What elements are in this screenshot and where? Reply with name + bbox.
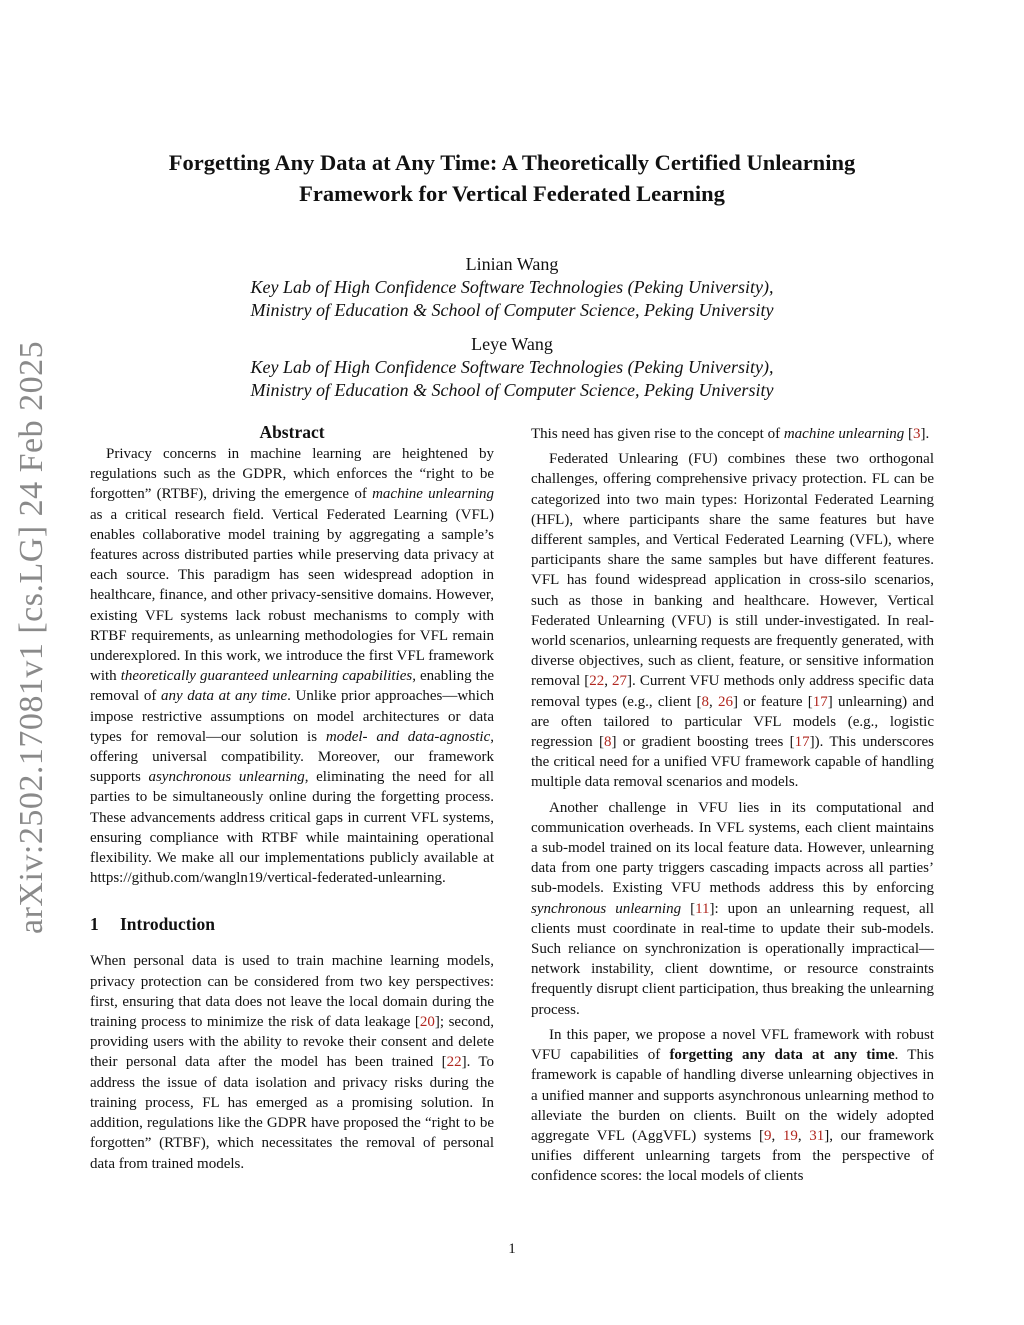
- citation-link[interactable]: 8: [701, 693, 709, 710]
- citation-link[interactable]: 9: [763, 1127, 772, 1144]
- paper-title: [100, 147, 924, 209]
- author-affiliation-line-1: Key Lab of High Confidence Software Technologies (Peking University),: [250, 277, 774, 297]
- citation-link[interactable]: 3: [913, 426, 921, 442]
- intro-paragraph: When personal data is used to train machine learning models, privacy protection can be considered from two key perspectives: first, ensuring that data does not leave the local domain during the training process to minimize the risk of data leakage [20]; second, providing users with the ability to revoke their consent and delete their personal data after the model has been trained [22]. To address the issue of data isolation and privacy risks during the training process, FL has emerged as a promising solution. In addition, regulations like the GDPR have proposed the “right to be forgotten” (RTBF), which necessitates the removal of personal data from trained models.: [90, 953, 495, 1172]
- page-number: 1: [508, 1241, 516, 1257]
- author-block-2: [150, 333, 874, 402]
- citation-link[interactable]: 11: [695, 900, 710, 917]
- citation-link[interactable]: 27: [612, 673, 628, 690]
- body-paragraph-1: This need has given rise to the concept of machine unlearning [3].: [531, 426, 930, 442]
- citation-link[interactable]: 22: [446, 1054, 462, 1071]
- section-title: Introduction: [120, 914, 215, 935]
- author-affiliation-line-2: Ministry of Education & School of Computer Science, Peking University: [250, 300, 774, 320]
- author-affiliation-line-2: Ministry of Education & School of Computer Science, Peking University: [250, 380, 774, 400]
- left-column: [90, 421, 494, 1174]
- body-paragraph-3: Another challenge in VFU lies in its computational and communication overheads. In VFL systems, each client maintains a sub-model trained on its local feature data. However, unlearning data from one party triggers cascading impacts across all parties’ sub-models. Existing VFU methods address this by enforcing synchronous unlearning [11]: upon an unlearning request, all clients must coordinate in real-time to update their sub-models. Such reliance on synchronization is operationally impractical—network instability, client downtime, or resource constraints frequently disrupt client participation, thus breaking the unlearning process.: [531, 799, 934, 1018]
- citation-link[interactable]: 22: [589, 673, 605, 690]
- right-column: [531, 424, 934, 1187]
- abstract-text: Privacy concerns in machine learning are heightened by regulations such as the GDPR, which enforces the “right to be forgotten” (RTBF), driving the emergence of machine unlearning as a critical research field. Vertical Federated Learning (VFL) enables collaborative model training by aggregating a sample’s features across distributed parties while preserving data privacy at each source. This paradigm has seen widespread adoption in healthcare, finance, and other privacy-sensitive domains. However, existing VFL systems lack robust mechanisms to comply with RTBF requirements, as unlearning methodologies for VFL remain underexplored. In this work, we introduce the first VFL framework with theoretically guaranteed unlearning capabilities, enabling the removal of any data at any time. Unlike prior approaches—which impose restrictive assumptions on model architectures or data types for removal—our solution is model- and data-agnostic, offering universal compatibility. Moreover, our framework supports asynchronous unlearning, eliminating the need for all parties to be simultaneously online during the forgetting process. These advancements address critical gaps in current VFL systems, ensuring compliance with RTBF while maintaining operational flexibility. We make all our implementations publicly available at https://github.com/wangln19/vertical-federated-unlearning.: [90, 446, 494, 887]
- abstract-heading: Abstract: [259, 422, 325, 442]
- citation-link[interactable]: 19: [782, 1127, 798, 1144]
- arxiv-identifier-stamp: arXiv:2502.17081v1 [cs.LG] 24 Feb 2025: [13, 340, 50, 934]
- citation-link[interactable]: 26: [717, 693, 733, 710]
- section-number: 1: [90, 914, 99, 935]
- author-name: Linian Wang: [465, 254, 559, 274]
- title-line-1: Forgetting Any Data at Any Time: A Theoretically Certified Unlearning: [168, 150, 856, 175]
- citation-link[interactable]: 17: [812, 693, 828, 710]
- author-block-1: [150, 253, 874, 322]
- section-heading-introduction: [90, 913, 494, 935]
- author-name: Leye Wang: [471, 334, 553, 354]
- citation-link[interactable]: 8: [603, 734, 612, 751]
- citation-link[interactable]: 17: [794, 734, 810, 751]
- citation-link[interactable]: 31: [809, 1127, 825, 1144]
- body-paragraph-4: In this paper, we propose a novel VFL framework with robust VFU capabilities of forgetting any data at any time. This framework is capable of handling diverse unlearning objectives in a unified manner and supports asynchronous unlearning method to alleviate the burden on clients. Built on the widely adopted aggregate VFL (AggVFL) systems [9, 19, 31], our framework unifies different unlearning targets from the perspective of confidence scores: the local models of clients: [531, 1026, 935, 1185]
- title-line-2: Framework for Vertical Federated Learning: [299, 181, 725, 206]
- author-affiliation-line-1: Key Lab of High Confidence Software Technologies (Peking University),: [250, 357, 774, 377]
- citation-link[interactable]: 20: [419, 1014, 435, 1031]
- body-paragraph-2: Federated Unlearing (FU) combines these two orthogonal challenges, offering comprehensive privacy protection. FL can be categorized into two main types: Horizontal Federated Learning (HFL), where participants share the same features but have different samples, and Vertical Federated Learning (VFL), where participants share the same samples but have different features. VFL has found widespread application in cross-silo scenarios, such as those in banking and healthcare. However, Vertical Federated Unlearning (VFU) is still under-investigated. In real-world scenarios, unlearning requests are frequently generated, with diverse objectives, such as client, feature, or sensitive information removal [22, 27]. Current VFU methods only address specific data removal types (e.g., client [8, 26] or feature [17] unlearning) and are often tailored to particular VFL models (e.g., logistic regression [8] or gradient boosting trees [17]). This underscores the critical need for a unified VFU framework capable of handling multiple data removal scenarios and models.: [531, 451, 935, 791]
